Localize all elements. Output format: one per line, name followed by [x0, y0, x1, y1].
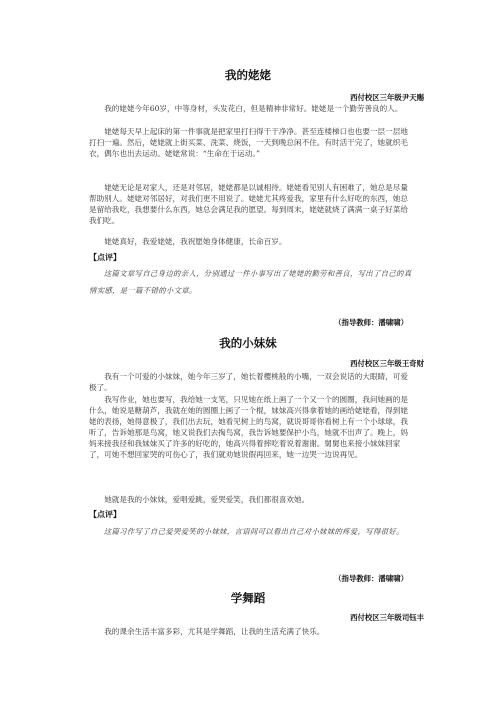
paragraph: 我的课余生活丰富多彩，尤其是学舞蹈，让我的生活充满了快乐。: [104, 627, 325, 636]
teacher-credit: （指导教师：潘啸啸）: [334, 318, 408, 327]
article-title: 学舞蹈: [230, 591, 266, 605]
paragraph: 姥姥真好，我爱姥姥，我祝愿她身体健康，长命百岁。: [104, 237, 287, 246]
paragraph: 我写作业，她也要写，我给她一支笔，只见她在纸上画了一个又一个的圆圈，我问她画的是什么，她说是糖葫芦，我就在她的圆圈上画了一个棍，妹妹高兴得拿着她的画给姥姥看，得到姥姥的表扬，她得意极了，我们出去玩，她看见树上的鸟窝，就说哥哥你看树上有一个小球球，我听了，告诉她那是鸟窝，她又说我们去掏鸟窝，我告诉她要保护小鸟，她就不出声了。晚上，妈妈来接我径和我妹妹买了许多的好吃的，她高兴得着摔吃着说着谢谢。舅舅也来接小妹妹回家了，可她不想回家哭的可伤心了，我们就劝她说假再回来，她一边哭一边说再见。: [89, 395, 408, 460]
review-label: 【点评】: [89, 510, 121, 519]
paragraph: 姥姥每天早上起床的第一件事就是把家里打扫得干干净净。甚至连楼梯口也也要一层一层地打扫一遍。然后，姥姥就上街买菜、洗菜、烧饭，一天到晚总闲不住。有时活干完了，她就织毛衣，偶尔也出去运动。姥姥常说：“生命在于运动。”: [89, 127, 408, 159]
teacher-credit: （指导教师：潘啸啸）: [334, 574, 408, 583]
paragraph: 姥姥无论是对家人，还是对邻居，姥姥都是以诚相待。姥姥看见别人有困难了，她总是尽量帮助别人。姥姥对邻居好，对我们更不用说了。姥姥尤其疼爱我，家里有什么好吃的东西，她总是留给我吃，我想要什么东西，她总会满足我的愿望。每到周末，姥姥就烧了满满一桌子好菜给我们吃。: [89, 183, 408, 226]
article-title: 我的姥姥: [225, 68, 271, 82]
review-text: 这篇文章写自己身边的亲人，分别通过一件小事写出了姥姥的勤劳和善良，写出了自己的真情实感，是一篇不错的小文章。: [89, 269, 412, 295]
paragraph: 她就是我的小妹妹，爱唱爱跳，爱哭爱笑，我们都很喜欢她。: [104, 495, 310, 504]
paragraph: 我的姥姥今年60岁，中等身材，头发花白，但是精神非常好。姥姥是一个勤劳善良的人。: [104, 104, 403, 113]
paragraph: 我有一个可爱的小妹妹，她今年三岁了，她长着樱桃般的小嘴，一双会说话的大眼睛，可爱极了。: [89, 372, 408, 393]
review-text: 这篇习作写了自己爱哭爱笑的小妹妹，言语间可以看出自己对小妹妹的疼爱，写得很好。: [103, 527, 404, 536]
author-byline: 西付校区三年级司钰丰: [350, 613, 424, 622]
author-byline: 西付校区三年级尹天赐: [350, 93, 424, 102]
author-byline: 西付校区三年级王奇财: [350, 359, 424, 368]
article-title: 我的小妹妹: [219, 336, 277, 350]
review-label: 【点评】: [89, 253, 121, 262]
